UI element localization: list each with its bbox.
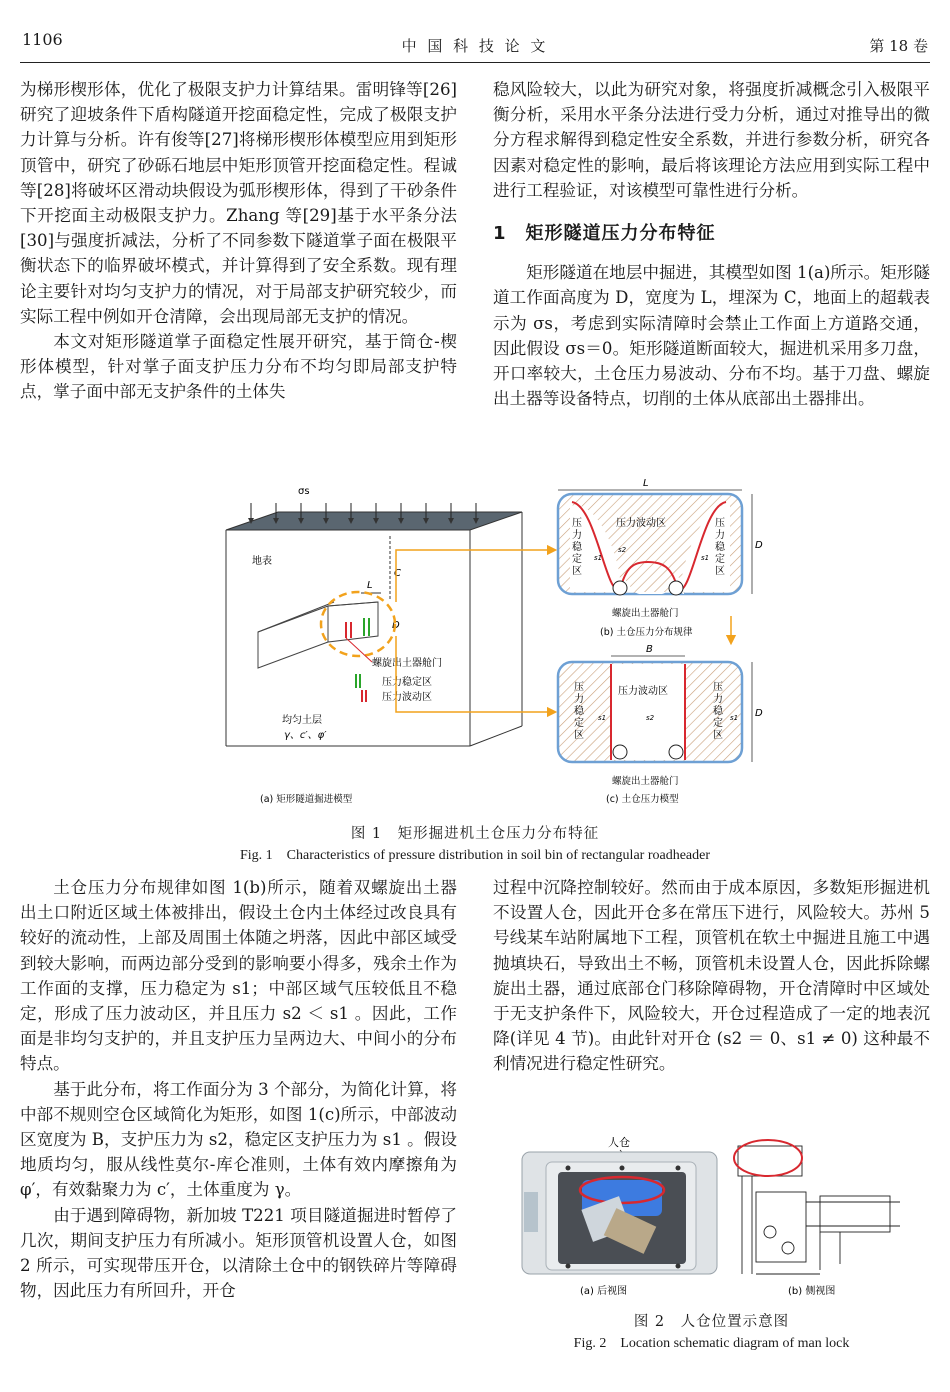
left-column-bottom <box>20 875 457 1303</box>
dim-C-label: C <box>394 568 401 579</box>
volume-number: 第 18 卷 <box>869 37 928 55</box>
subcaption-a: (a) 矩形隧道掘进模型 <box>260 794 353 805</box>
paragraph: 为梯形楔形体，优化了极限支护力计算结果。雷明锋等[26]研究了迎坡条件下盾构隧道开挖面稳定性，完成了极限支护力计算与分析。许有俊等[27]将梯形楔形体模型应用到矩形顶管中，研究了砂砾石地层中矩形顶管开挖面稳定性。程诚等[28]将破坏区滑动块假设为弧形楔形体，得到了干砂条件下开挖面主动极限支护力。Zhang 等[29]基于水平条分法[30]与强度折减法，分析了不同参数下隧道掌子面在极限平衡状态下的临界破坏模式，并计算得到了安全系数。现有理论主要针对均匀支护力的情况，对于局部支护研究较少，而实际工程中例如开仓清障，会出现局部无支护的情况。 <box>20 80 457 326</box>
stable-zone-left-b: 压力稳定区 <box>572 518 582 577</box>
paragraph: 矩形隧道在地层中掘进，其模型如图 1(a)所示。矩形隧道工作面高度为 D，宽度为 L，埋深为 C，地面上的超载表示为 σs，考虑到实际清障时会禁止工作面上方道路交通，因此假设 σs＝0。矩形隧道断面较大，掘进机采用多刀盘，开口率较大，土仓压力易波动、分布不均。基于刀盘、螺旋出土器等设备特点，切削的土体从底部出土器排出。 <box>493 263 930 409</box>
face-zone-marks <box>346 618 369 638</box>
wave-zone-b: 压力波动区 <box>616 518 666 529</box>
figure-1-caption-en: Fig. 1 Characteristics of pressure distribution in soil bin of rectangular roadheader <box>239 848 711 863</box>
tunnel-box <box>258 602 378 668</box>
subcaption-b: (b) 土仓压力分布规律 <box>600 627 693 638</box>
dim-L-label: L <box>367 580 373 591</box>
left-column-top <box>20 77 457 405</box>
page-header <box>0 0 950 62</box>
dim-D-label: D <box>392 620 400 631</box>
face-highlight-ring <box>321 592 395 656</box>
paragraph: 稳风险较大，以此为研究对象，将强度折减概念引入极限平衡分析，采用水平条分法进行受力分析，通过对推导出的微分方程求解得到稳定性安全系数，并进行参数分析，研究各因素对稳定性的影响，最后将该理论方法应用到实际工程中进行工程验证，对该模型可靠性进行分析。 <box>493 80 930 200</box>
svg-text:s2: s2 <box>618 546 627 554</box>
svg-text:D: D <box>755 540 763 551</box>
section-heading: 1 矩形隧道压力分布特征 <box>493 223 716 245</box>
figure-2-caption: 图 2 人仓位置示意图 <box>633 1314 790 1330</box>
subcaption-2b: (b) 侧视图 <box>788 1286 836 1297</box>
rear-view-photo <box>522 1152 717 1274</box>
door-label: 螺旋出土器舱门 <box>372 658 442 669</box>
soil-block-outline <box>226 512 522 746</box>
figure-1 <box>186 476 764 816</box>
svg-text:s2: s2 <box>646 714 655 722</box>
soil-label: 均匀土层 <box>282 715 322 726</box>
pressure-distribution-diagram <box>558 478 763 638</box>
svg-text:s1: s1 <box>730 714 739 722</box>
paragraph: 本文对矩形隧道掌子面稳定性展开研究，基于筒仓-楔形体模型，针对掌子面支护压力分布不均匀即局部支护特点，掌子面中部无支护条件的土体失 <box>20 332 457 402</box>
stable-zone-left-c: 压力稳定区 <box>574 682 584 741</box>
paragraph: 由于遇到障碍物，新加坡 T221 项目隧道掘进时暂停了几次，期间支护压力有所减小。矩形顶管机设置人仓，如图 2 所示，可实现带压开仓，以清除土仓中的钢铁碎片等障碍物，因此压力有所回升，开仓 <box>20 1205 457 1301</box>
ground-label: 地表 <box>252 556 272 567</box>
soil-params: γ、c′、φ′ <box>284 730 327 741</box>
sigma-label: σs <box>298 486 310 497</box>
paragraph: 基于此分布，将工作面分为 3 个部分，为简化计算，将中部不规则空仓区域简化为矩形，如图 1(c)所示，中部波动区宽度为 B，支护压力为 s2，稳定区支护压力为 s1 。假设地质均匀，服从线性莫尔-库仑准则，土体有效内摩擦角为 φ′，有效黏聚力为 c′，土体重度为 γ。 <box>20 1079 457 1200</box>
page-number: 1106 <box>22 30 63 49</box>
figure-2 <box>520 1132 915 1302</box>
svg-text:s1: s1 <box>594 554 603 562</box>
dim-L-top: L <box>643 478 649 489</box>
dim-B-label: B <box>646 644 653 655</box>
tunnel-model-drawing <box>226 486 522 805</box>
right-column-top <box>493 77 930 411</box>
legend-wave-label: 压力波动区 <box>382 692 432 703</box>
stable-zone-right-b: 压力稳定区 <box>715 518 725 577</box>
door-label-c: 螺旋出土器舱门 <box>612 776 679 787</box>
door-leader <box>346 638 372 662</box>
ground-surface <box>226 512 522 530</box>
svg-text:D: D <box>755 708 763 719</box>
figure-2-caption-en: Fig. 2 Location schematic diagram of man lock <box>573 1336 850 1351</box>
door-label-b: 螺旋出土器舱门 <box>612 608 679 619</box>
figure-1-caption: 图 1 矩形掘进机土仓压力分布特征 <box>350 826 600 842</box>
subcaption-c: (c) 土仓压力模型 <box>606 794 679 805</box>
pressure-model-diagram <box>558 644 763 805</box>
man-lock-label: 人仓 <box>608 1136 630 1149</box>
subcaption-2a: (a) 后视图 <box>580 1286 628 1297</box>
paragraph: 土仓压力分布规律如图 1(b)所示，随着双螺旋出土器出土口附近区域土体被排出，假设土仓内土体经过改良具有较好的流动性，上部及周围土体随之坍落，因此中部区域受到较大影响，而两边部分受到的影响要小得多，残余土作为工作面的支撑，压力稳定为 s1；中部区域气压较低且不稳定，形成了压力波动区，并且压力 s2 ＜ s1 。因此，工作面是非均匀支护的，并且支护压力呈两边大、中间小的分布特点。 <box>20 878 457 1074</box>
svg-text:s1: s1 <box>701 554 710 562</box>
right-column-bottom <box>493 875 930 1077</box>
journal-title: 中 国 科 技 论 文 <box>401 37 549 55</box>
legend-stable-label: 压力稳定区 <box>382 677 432 688</box>
stable-zone-right-c: 压力稳定区 <box>713 682 723 741</box>
wave-zone-c: 压力波动区 <box>618 686 668 697</box>
paragraph: 过程中沉降控制较好。然而由于成本原因，多数矩形掘进机不设置人仓，因此开仓多在常压下进行，风险较大。苏州 5 号线某车站附属地下工程，顶管机在软土中掘进且施工中遇抛填块石，导致出土不畅，顶管机未设置人仓，因此拆除螺旋出土器，通过底部仓门移除障碍物，开仓清障时中区域处于无支护条件下，风险较大，开仓过程造成了一定的地表沉降(详见 4 节)。由此针对开仓 (s2 ＝ 0、s1 ≠ 0) 这种最不利情况进行稳定性研究。 <box>493 878 930 1074</box>
header-rule <box>20 62 930 63</box>
side-view-drawing <box>734 1140 900 1274</box>
svg-text:s1: s1 <box>598 714 607 722</box>
